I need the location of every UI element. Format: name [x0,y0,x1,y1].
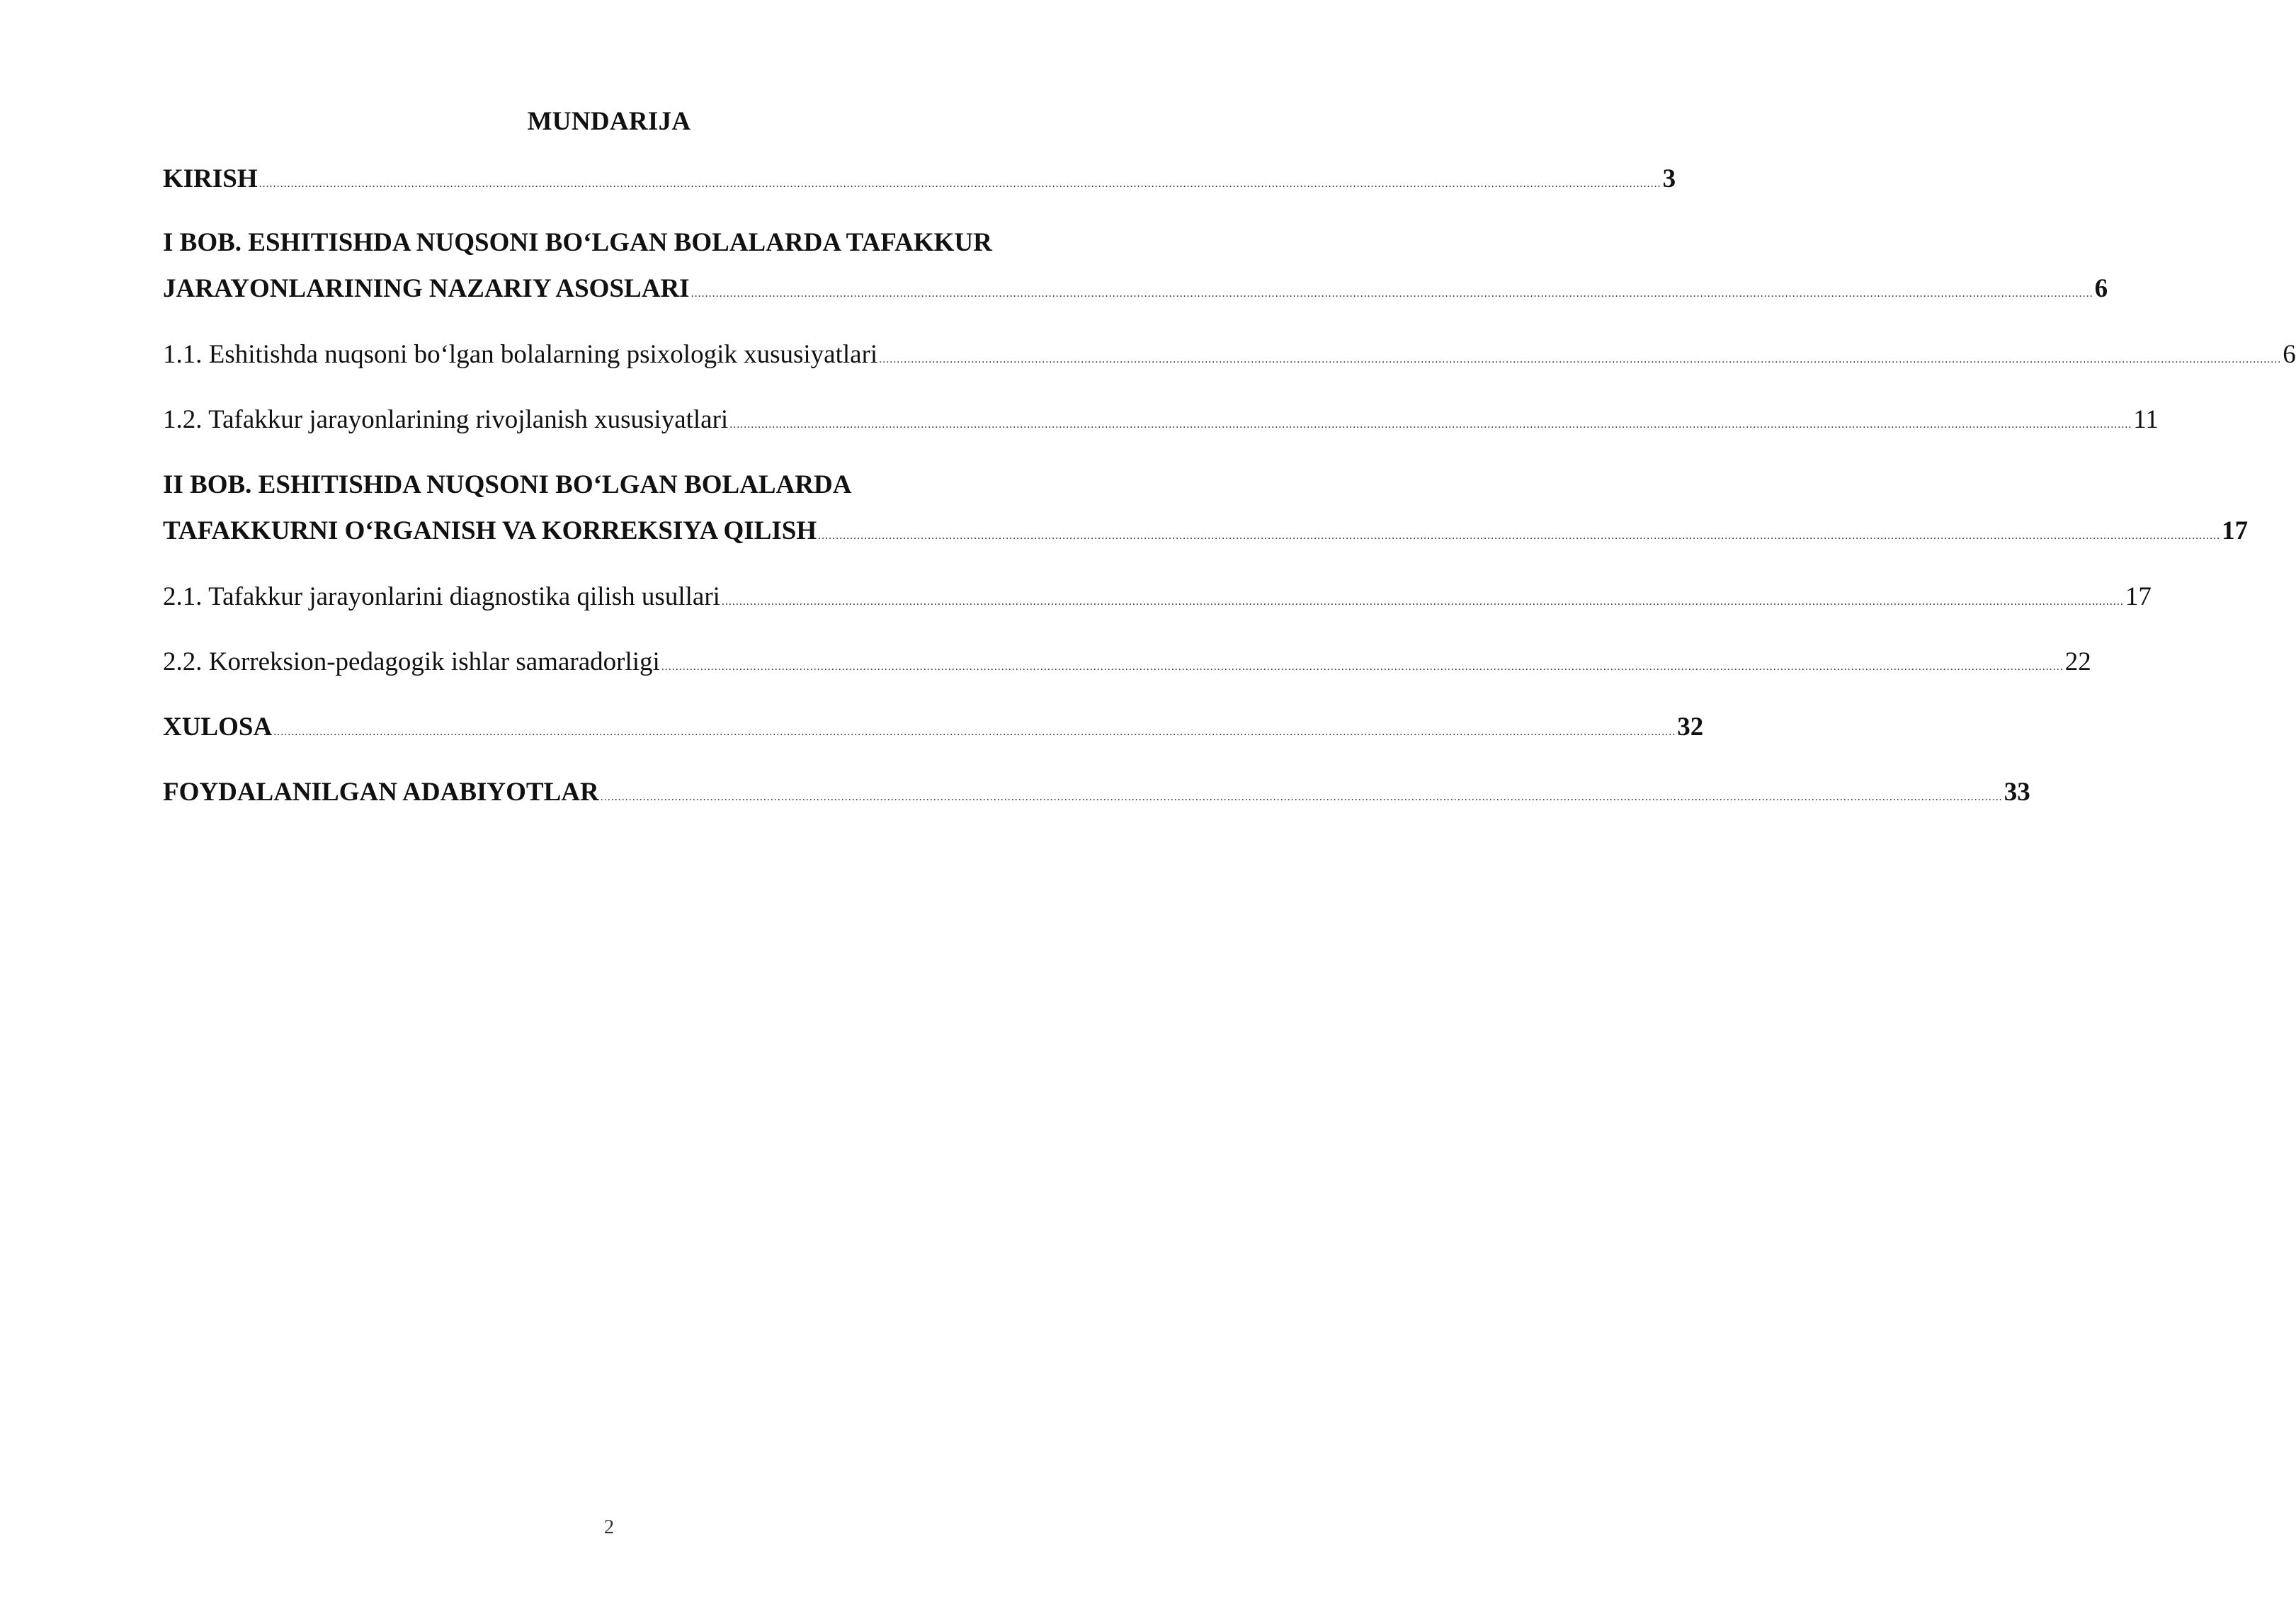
toc-entry-text: 2.1. Tafakkur jarayonlarini diagnostika qilish usullari [163,582,720,611]
toc-entry-chapter-2[interactable] [163,469,2249,552]
toc-page-number: 6 [2094,274,2108,303]
toc-dot-leader [729,409,2132,441]
toc-dot-leader [818,520,2220,552]
toc-entry-text: XULOSA [163,712,273,742]
toc-dot-leader [661,651,2064,683]
toc-page-number: 11 [2133,405,2159,434]
toc-entry-kirish[interactable] [163,163,1676,200]
toc-entry-text: 1.2. Tafakkur jarayonlarining rivojlanish xususiyatlari [163,405,729,434]
toc-entry-text: 2.2. Korreksion-pedagogik ishlar samaradorligi [163,647,660,676]
toc-entry-chapter-1[interactable] [163,227,2108,310]
page-title: MUNDARIJA [527,107,691,136]
toc-page-number: 3 [1662,164,1676,193]
toc-dot-leader [259,168,1661,200]
toc-entry-xulosa[interactable] [163,711,1704,749]
toc-entry-text: FOYDALANILGAN ADABIYOTLAR [163,778,599,807]
toc-entry-section-1-2[interactable] [163,404,2159,441]
toc-entry-text: JARAYONLARINING NAZARIY ASOSLARI [163,274,690,303]
toc-entry-text-line1: II BOB. ESHITISHDA NUQSONI BO‘LGAN BOLALARDA [163,470,852,499]
toc-page-number: 32 [1677,712,1704,742]
toc-page-number: 6 [2283,340,2296,369]
page-number-footer: 2 [604,1516,614,1538]
toc-dot-leader [601,781,2003,814]
toc-page-number: 33 [2004,778,2030,807]
toc-page-number: 17 [2125,582,2152,611]
toc-dot-leader [273,716,1676,749]
toc-entry-text: KIRISH [163,164,258,193]
toc-entry-section-2-2[interactable] [163,646,2091,683]
toc-entry-text: 1.1. Eshitishda nuqsoni bo‘lgan bolalarning psixologik xususiyatlari [163,340,878,369]
toc-dot-leader [722,586,2124,618]
toc-entry-section-1-1[interactable] [163,339,2296,376]
toc-dot-leader [691,278,2093,310]
toc-page-number: 22 [2064,647,2091,676]
toc-dot-leader [879,343,2281,376]
toc-entry-section-2-1[interactable] [163,581,2152,618]
toc-page-number: 17 [2222,516,2249,545]
toc-entry-adabiyotlar[interactable] [163,776,2030,814]
toc-entry-text: TAFAKKURNI O‘RGANISH VA KORREKSIYA QILISH [163,516,817,545]
toc-entry-text-line1: I BOB. ESHITISHDA NUQSONI BO‘LGAN BOLALARDA TAFAKKUR [163,228,992,257]
